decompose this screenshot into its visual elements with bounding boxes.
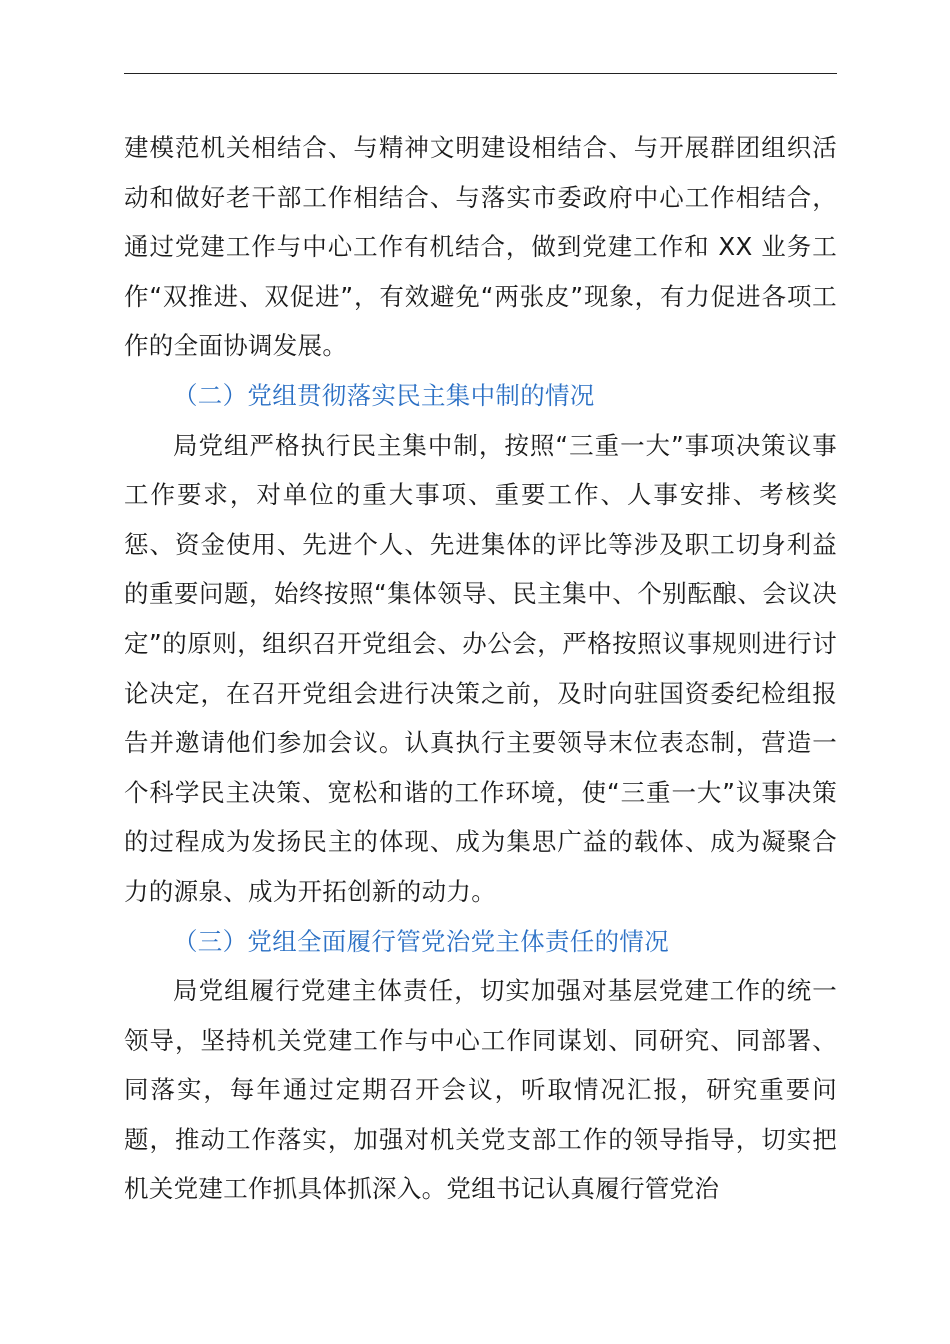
section-heading-2: （二）党组贯彻落实民主集中制的情况	[173, 380, 595, 410]
body-paragraph-democratic-centralism: 局党组严格执行民主集中制，按照“三重一大”事项决策议事工作要求，对单位的重大事项、重要工作、人事安排、考核奖惩、资金使用、先进个人、先进集体的评比等涉及职工切身利益的重要问题，始终按照“集体领导、民主集中、个别酝酿、会议决定”的原则，组织召开党组会、办公会，严格按照议事规则进行讨论决定，在召开党组会进行决策之前，及时向驻国资委纪检组报告并邀请他们参加会议。认真执行主要领导末位表态制，营造一个科学民主决策、宽松和谐的工作环境，使“三重一大”议事决策的过程成为发扬民主的体现、成为集思广益的载体、成为凝聚合力的源泉、成为开拓创新的动力。	[124, 430, 837, 906]
header-rule	[124, 73, 837, 74]
body-paragraph-party-responsibility: 局党组履行党建主体责任，切实加强对基层党建工作的统一领导，坚持机关党建工作与中心工作同谋划、同研究、同部署、同落实，每年通过定期召开会议，听取情况汇报，研究重要问题，推动工作落实，加强对机关党支部工作的领导指导，切实把机关党建工作抓具体抓深入。党组书记认真履行管党治	[124, 976, 837, 1204]
section-heading-3: （三）党组全面履行管党治党主体责任的情况	[173, 926, 669, 956]
document-body	[124, 123, 837, 1214]
body-paragraph-continued: 建模范机关相结合、与精神文明建设相结合、与开展群团组织活动和做好老干部工作相结合、与落实市委政府中心工作相结合，通过党建工作与中心工作有机结合，做到党建工作和 XX 业务工作“双推进、双促进”，有效避免“两张皮”现象，有力促进各项工作的全面协调发展。	[124, 133, 837, 361]
